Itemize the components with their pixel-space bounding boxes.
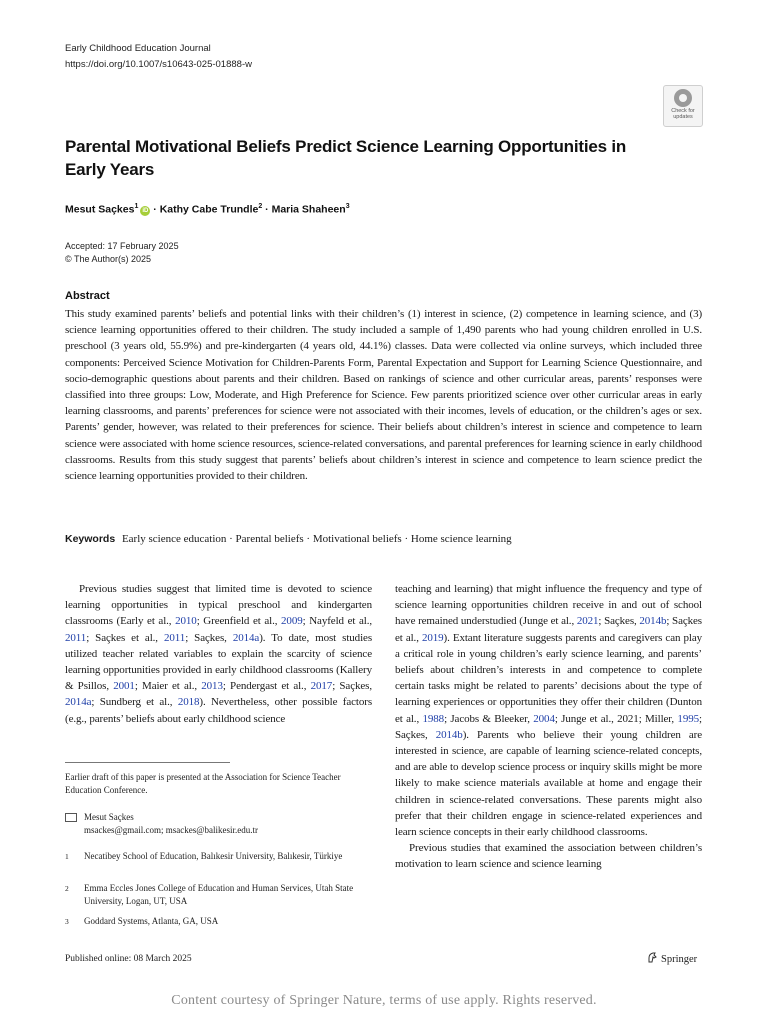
publisher-name: Springer (661, 954, 698, 965)
citation-link[interactable]: 2014a (232, 631, 260, 644)
body-text: ; Junge et al., 2021; Miller, (554, 712, 678, 725)
check-for-updates-badge[interactable] (663, 85, 703, 127)
author-list (65, 203, 350, 216)
body-text: ). Nevertheless, other possible factors (e.g., parents’ beliefs about early childhood science (65, 696, 372, 725)
author-affiliation-mark: 1 (134, 203, 139, 210)
citation-link[interactable]: 2011 (65, 631, 87, 644)
body-text: ). Extant literature suggests parents and caregivers can play a critical role in young children’s early science learning, and parents’ beliefs about children’s interests in and competence to complete certain tasks might be related to parents’ decisions about the type of learning experiences or opportunities they offer their children (Dunton et al., (395, 631, 702, 725)
body-text: ). To date, most studies utilized teacher related variables to explain the scarcity of science learning opportunities provided in early childhood classrooms (Kallery & Psillos, (65, 631, 372, 693)
paper-title: Parental Motivational Beliefs Predict Science Learning Opportunities in Early Years (65, 137, 627, 179)
affiliation-number: 1 (65, 852, 69, 861)
affiliation-number: 3 (65, 917, 69, 926)
body-text: teaching and learning) that might influence the frequency and type of science learning opportunities children receive in and out of school have remained understudied (Junge et al., (395, 583, 702, 628)
author-name[interactable]: Maria Shaheen (271, 203, 346, 216)
corresponding-author (65, 811, 372, 839)
copyright-line: © The Author(s) 2025 (65, 254, 152, 264)
keywords-text: Early science education · Parental beliefs · Motivational beliefs · Home science learning (121, 533, 512, 545)
citation-link[interactable]: 2004 (533, 712, 555, 725)
affiliation-text: Goddard Systems, Atlanta, GA, USA (84, 916, 219, 926)
corresponding-author-email[interactable]: msackes@gmail.com; msackes@balikesir.edu.tr (84, 825, 259, 835)
body-text: ). Parents who believe their young children are interested in science, are capable of learning science-related concepts, and are able to develop science process or inquiry skills might be more likely to make science materials available at home and engage their children in science-related conversations. These parents might also prefer that their children engage in science-related experiences and learn science concepts in their early childhood classrooms. (395, 728, 702, 839)
orcid-icon[interactable]: iD (142, 207, 149, 214)
citation-link[interactable]: 1988 (422, 712, 445, 725)
body-paragraph (395, 581, 702, 840)
citation-link[interactable]: 2014a (65, 696, 92, 709)
published-online-date: Published online: 08 March 2025 (65, 954, 192, 964)
journal-header (65, 41, 252, 73)
body-text: ; Pendergast et al., (222, 680, 311, 693)
citation-link[interactable]: 2013 (201, 680, 223, 693)
affiliation-text: Necatibey School of Education, Balıkesir University, Balıkesir, Türkiye (84, 851, 343, 861)
author-name[interactable]: Kathy Cabe Trundle (159, 203, 259, 216)
affiliation-2 (65, 882, 372, 910)
author-affiliation-mark: 3 (345, 203, 350, 210)
keywords-label: Keywords (65, 533, 116, 545)
body-text: ; Saçkes, (332, 680, 372, 693)
body-text: ; Nayfeld et al., (302, 615, 372, 628)
journal-name: Early Childhood Education Journal (65, 43, 211, 54)
citation-link[interactable]: 2001 (113, 680, 135, 693)
courtesy-notice: Content courtesy of Springer Nature, terms of use apply. Rights reserved. (171, 993, 597, 1008)
body-text: ; Saçkes, (185, 631, 233, 644)
body-text: ; Jacobs & Bleeker, (444, 712, 534, 725)
citation-link[interactable]: 2019 (421, 631, 444, 644)
affiliation-1 (65, 850, 372, 878)
author-separator: · (150, 203, 160, 216)
body-text: ; Saçkes et al., (395, 615, 702, 644)
body-text: ; Saçkes, (395, 712, 702, 741)
affiliation-number: 2 (65, 884, 69, 893)
body-text: ; Maier et al., (134, 680, 202, 693)
check-updates-line1: Check for (671, 108, 695, 114)
corresponding-author-name: Mesut Saçkes (84, 812, 134, 822)
citation-link[interactable]: 2009 (281, 615, 303, 628)
body-text: Previous studies suggest that limited time is devoted to science learning opportunities in typical preschool and kindergarten classrooms (Early et al., (65, 583, 372, 628)
citation-link[interactable]: 2010 (175, 615, 197, 628)
body-text: ; Greenfield et al., (196, 615, 282, 628)
springer-horse-icon (647, 952, 657, 963)
citation-link[interactable]: 2014b (639, 615, 667, 628)
abstract-text: This study examined parents’ beliefs and potential links with their children’s (1) interest in science, (2) competence in learning science, and (3) science learning opportunities offered to their children. The study included a sample of 1,490 parents who had young children enrolled in U.S. preschool (3 years old, 55.9%) and pre-kindergarten (4 years old, 44.1%) classes. Data were collected via online surveys, which included three components: Perceived Science Motivation for Children-Parents Form, Parental Expectation and Support for Learning Science Questionnaire, and socio-demographic questions about parents and their children. Based on rankings of science and other curricular areas, parents’ responses were classified into three groups: Low, Moderate, and High Preference for Science. Few parents prioritized science over other curricular areas in early learning classrooms, and parents’ preferences for science were not associated with their incomes, levels of education, or the children’s ages or sex. Parents’ gender, however, was related to their preferences for science. Their beliefs about children’s interest in science and competence to learn science were associated with home science resources, science-related conversations, and parental preferences for learning science in early childhood classrooms. Results from this study suggest that parents’ beliefs about children’s interest in science and competence to learn science predict the science learning opportunities provided to their children. (65, 308, 702, 483)
body-text: ; Saçkes et al., (86, 631, 164, 644)
body-paragraph: Previous studies that examined the association between children’s motivation to learn science and science learning (395, 842, 702, 871)
body-text: ; Saçkes, (598, 615, 640, 628)
citation-link[interactable]: 2018 (177, 696, 200, 709)
citation-link[interactable]: 2014b (435, 728, 463, 741)
citation-link[interactable]: 1995 (677, 712, 700, 725)
citation-link[interactable]: 2017 (310, 680, 333, 693)
publication-dates (65, 240, 179, 266)
body-text: ; Sundberg et al., (91, 696, 178, 709)
check-updates-icon (674, 89, 692, 107)
citation-link[interactable]: 2011 (164, 631, 186, 644)
author-affiliation-mark: 2 (258, 203, 263, 210)
author-separator: · (262, 203, 272, 216)
accepted-date: Accepted: 17 February 2025 (65, 241, 179, 251)
publisher-logo[interactable] (647, 952, 697, 965)
citation-link[interactable]: 2021 (576, 615, 599, 628)
affiliation-3 (65, 915, 372, 930)
affiliation-text: Emma Eccles Jones College of Education and Human Services, Utah State University, Logan, UT, USA (84, 883, 354, 906)
author-name[interactable]: Mesut Saçkes (65, 203, 135, 216)
doi-link[interactable]: https://doi.org/10.1007/s10643-025-01888-w (65, 59, 252, 70)
abstract-heading: Abstract (65, 290, 110, 302)
body-column-right (395, 581, 702, 873)
keywords-line (65, 533, 705, 545)
footnote-divider (65, 762, 230, 763)
check-updates-line2: updates (673, 114, 693, 120)
body-column-left (65, 581, 372, 727)
footnote-note: Earlier draft of this paper is presented at the Association for Science Teacher Education Conference. (65, 772, 341, 795)
envelope-icon (65, 811, 77, 824)
